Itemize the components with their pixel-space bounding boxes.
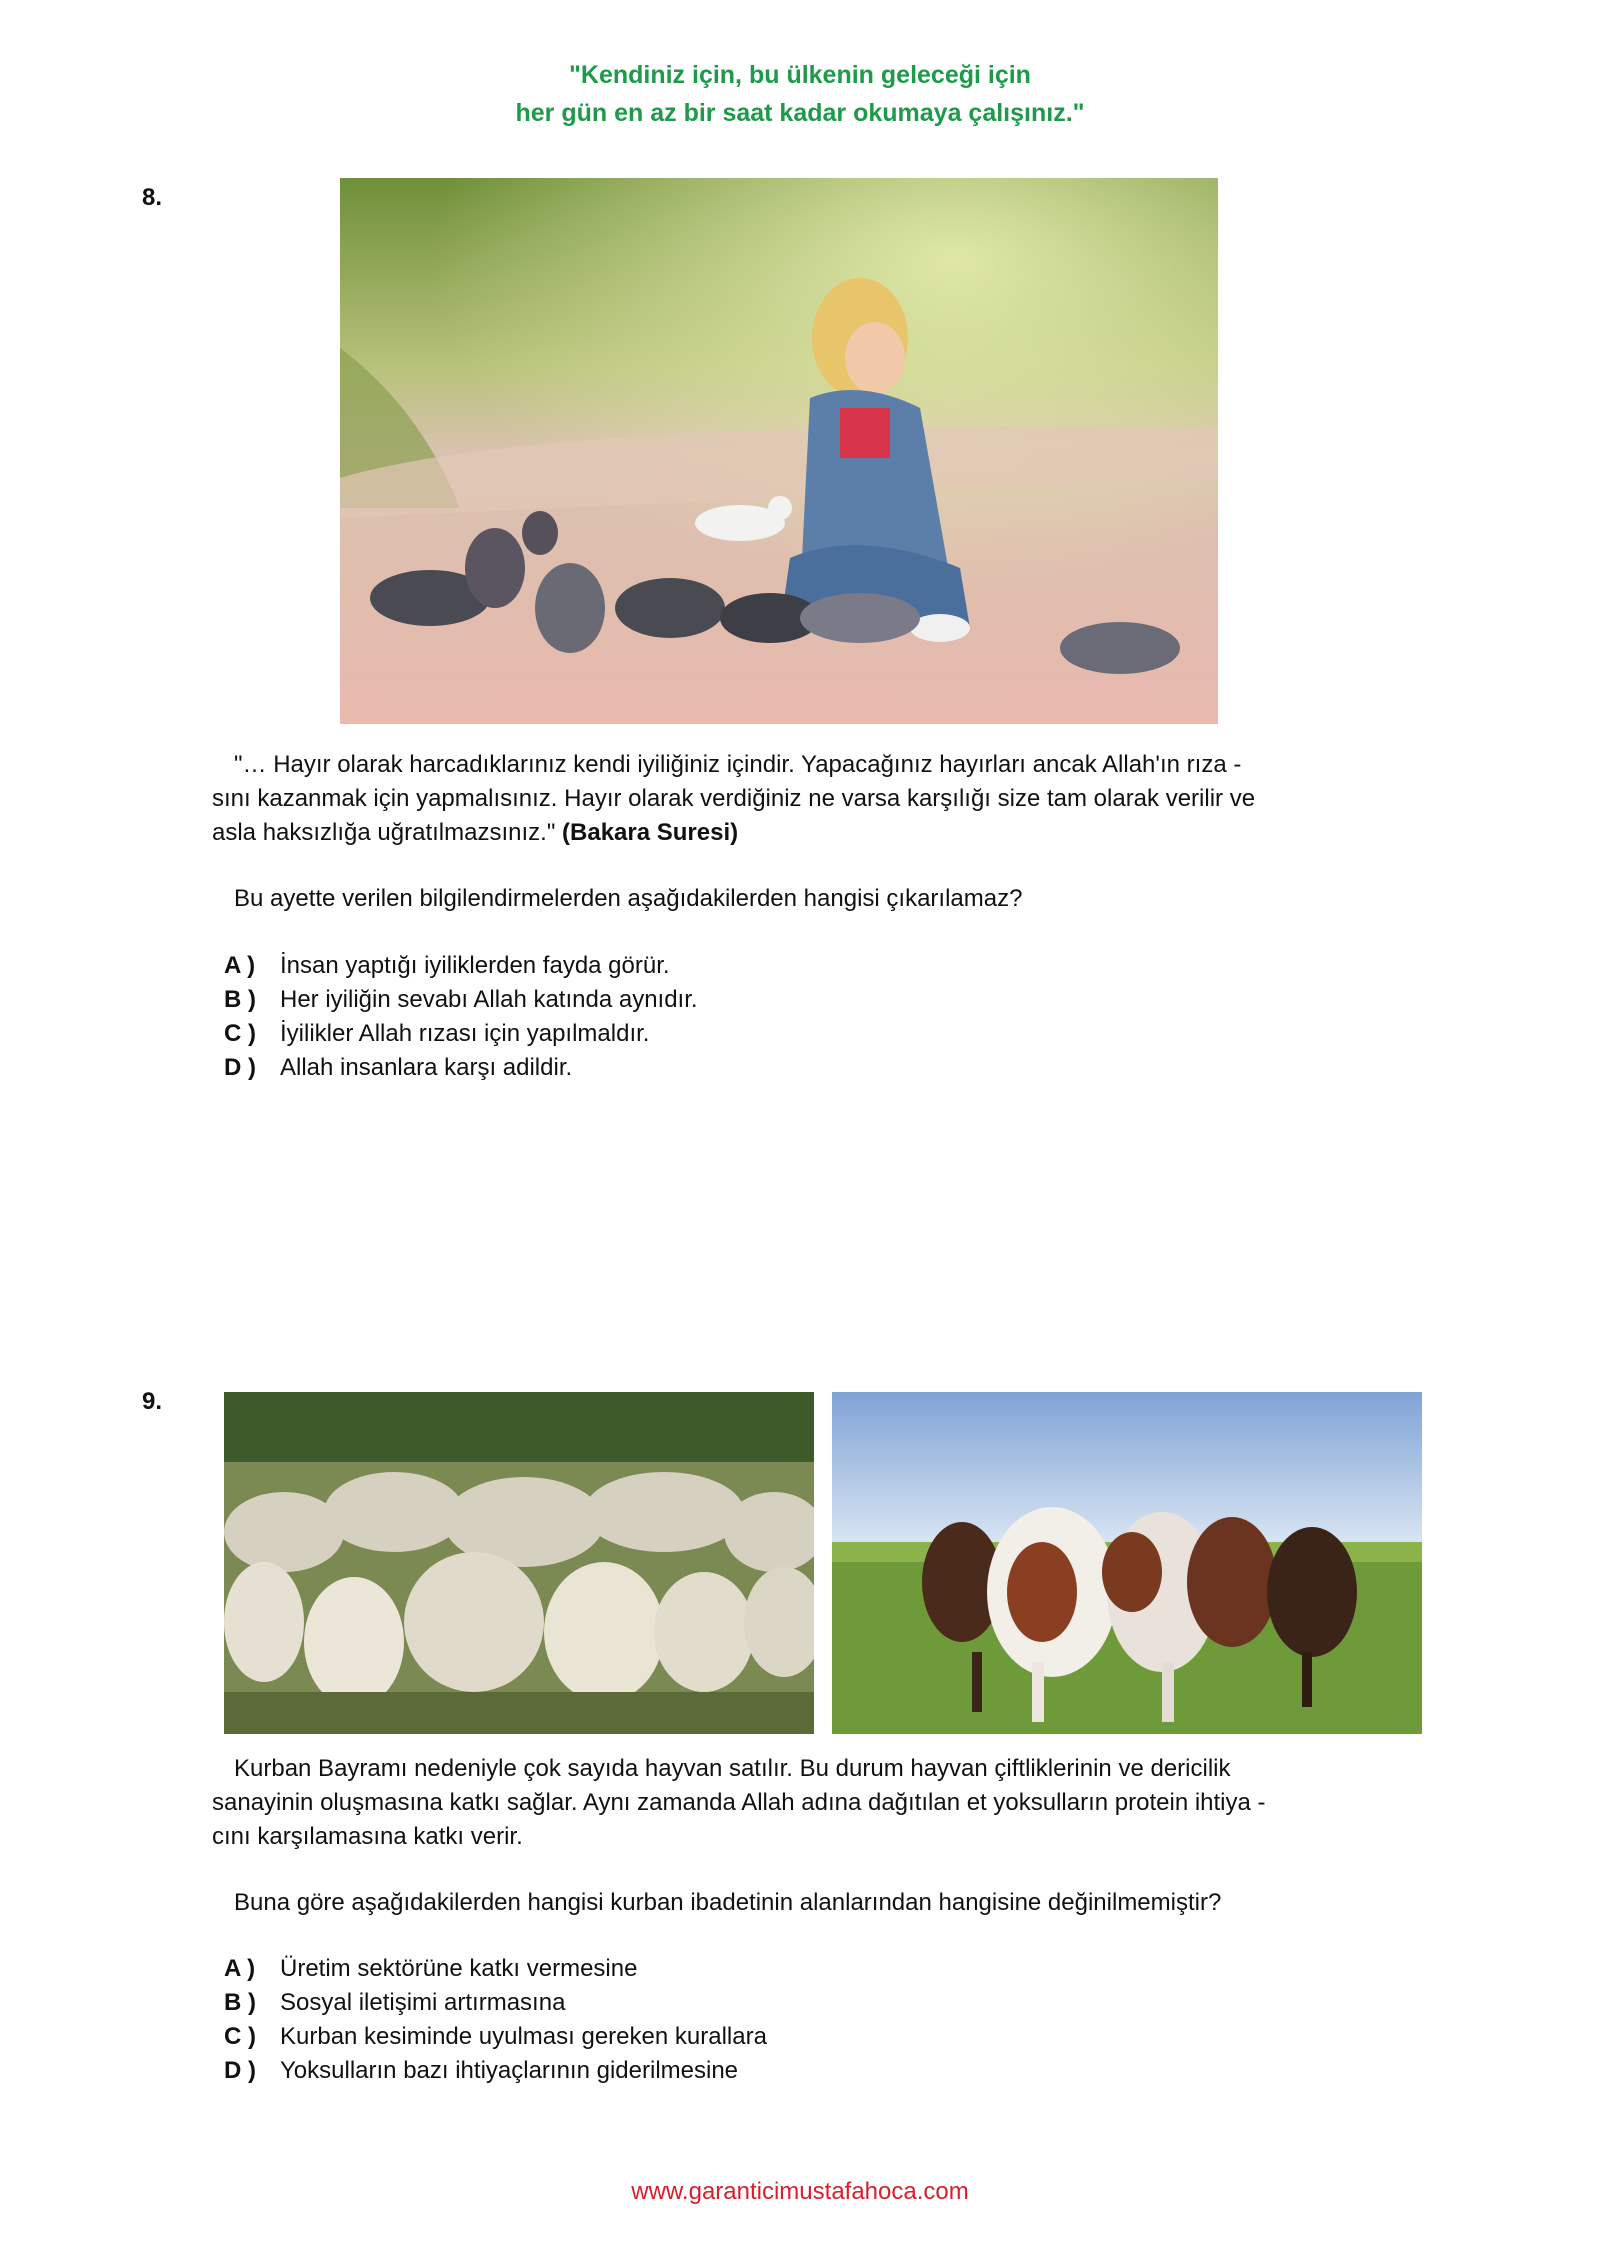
q9-text-line-2: sanayinin oluşmasına katkı sağlar. Aynı zamanda Allah adına dağıtılan et yoksulların protein ihtiya -: [212, 1789, 1266, 1816]
q9-text-line-3: cını karşılamasına katkı verir.: [212, 1823, 523, 1850]
option-c[interactable]: C ) Kurban kesiminde uyulması gereken kurallara: [224, 2023, 767, 2050]
q8-text-line-3: asla haksızlığa uğratılmazsınız.": [212, 819, 556, 846]
q9-text-line-1: Kurban Bayramı nedeniyle çok sayıda hayvan satılır. Bu durum hayvan çiftliklerinin ve dericilik: [234, 1755, 1231, 1782]
cows-in-field-photo: [832, 1392, 1422, 1734]
q8-text-line-1: "… Hayır olarak harcadıklarınız kendi iyiliğiniz içindir. Yapacağınız hayırları ancak Allah'ın rıza -: [234, 751, 1242, 778]
header-quote: [0, 56, 1600, 132]
question-9-stem: Buna göre aşağıdakilerden hangisi kurban ibadetinin alanlarından hangisine değinilmemiştir?: [234, 1889, 1222, 1916]
option-b[interactable]: B ) Her iyiliğin sevabı Allah katında aynıdır.: [224, 986, 698, 1013]
girl-feeding-pigeons-photo: [340, 178, 1218, 724]
question-8-passage: [212, 748, 1392, 850]
option-a[interactable]: A ) İnsan yaptığı iyiliklerden fayda görür.: [224, 952, 670, 979]
question-9-options: [224, 1952, 767, 2088]
option-a[interactable]: A ) Üretim sektörüne katkı vermesine: [224, 1955, 638, 1982]
option-d[interactable]: D ) Yoksulların bazı ihtiyaçlarının giderilmesine: [224, 2057, 739, 2084]
option-b[interactable]: B ) Sosyal iletişimi artırmasına: [224, 1989, 566, 2016]
question-9-passage: [212, 1752, 1392, 1854]
footer-website-link[interactable]: www.garanticimustafahoca.com: [631, 2178, 969, 2205]
question-9-number: 9.: [142, 1388, 163, 1415]
header-line-2: her gün en az bir saat kadar okumaya çalışınız.": [515, 99, 1085, 127]
question-8-number: 8.: [142, 184, 163, 211]
sheep-flock-photo: [224, 1392, 814, 1734]
option-c[interactable]: C ) İyilikler Allah rızası için yapılmaldır.: [224, 1020, 650, 1047]
q8-text-line-2: sını kazanmak için yapmalısınız. Hayır olarak verdiğiniz ne varsa karşılığı size tam olarak verilir ve: [212, 785, 1256, 812]
option-d[interactable]: D ) Allah insanlara karşı adildir.: [224, 1054, 573, 1081]
q8-source: (Bakara Suresi): [562, 819, 739, 846]
header-line-1: "Kendiniz için, bu ülkenin geleceği için: [569, 61, 1031, 89]
question-8-options: [224, 949, 698, 1085]
question-8-stem: Bu ayette verilen bilgilendirmelerden aşağıdakilerden hangisi çıkarılamaz?: [234, 885, 1023, 912]
